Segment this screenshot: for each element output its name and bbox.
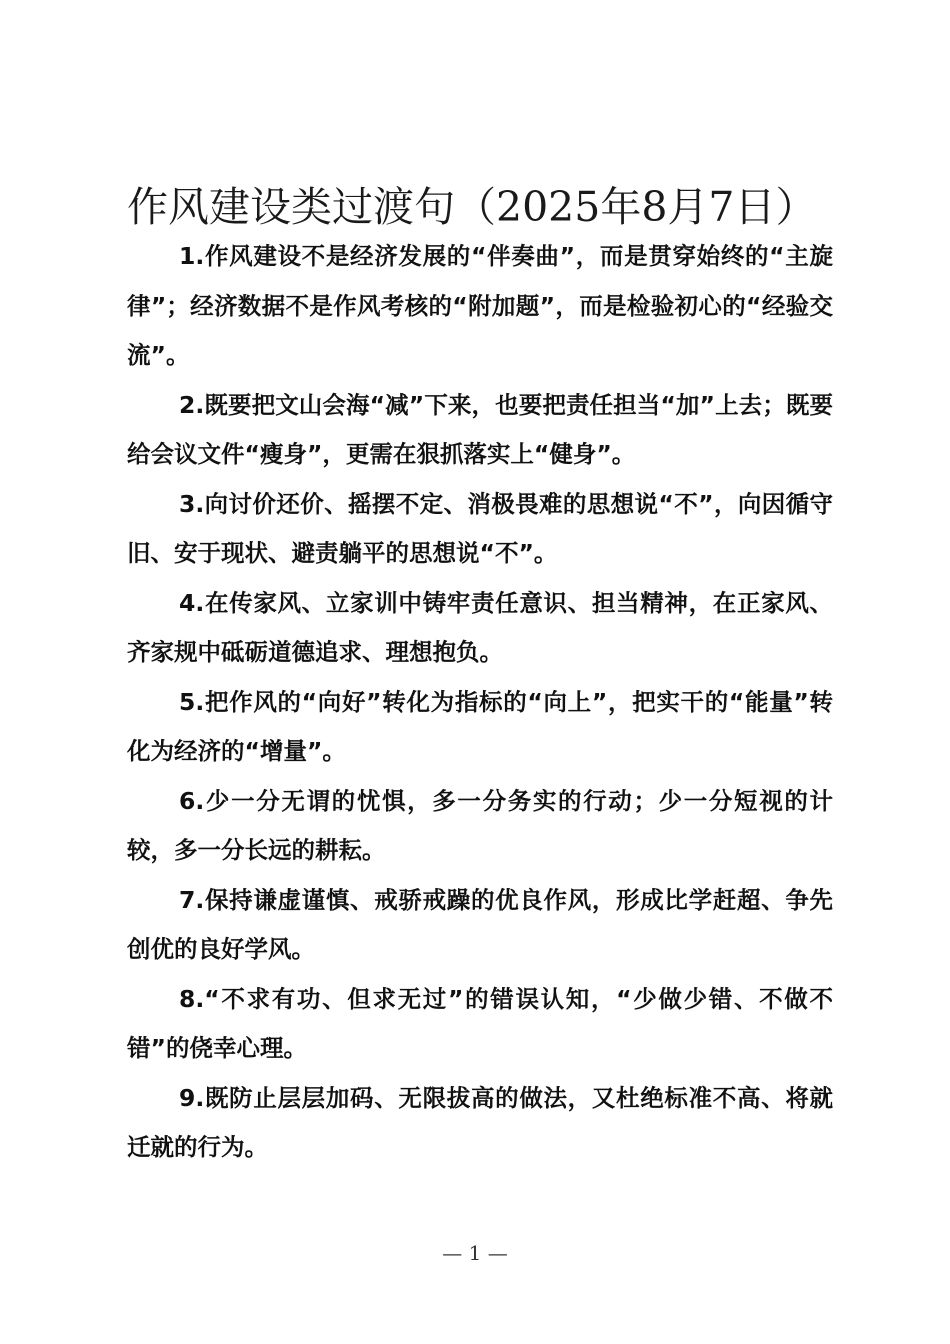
list-item: 2.既要把文山会海“减”下来，也要把责任担当“加”上去；既要给会议文件“瘦身”，更需在狠抓落实上“健身”。 [127,390,833,468]
list-item: 3.向讨价还价、摇摆不定、消极畏难的思想说“不”，向因循守旧、安于现状、避责躺平的思想说“不”。 [127,489,833,567]
page-number: — 1 — [442,1241,508,1265]
list-item: 1.作风建设不是经济发展的“伴奏曲”，而是贯穿始终的“主旋律”；经济数据不是作风考核的“附加题”，而是检验初心的“经验交流”。 [127,242,833,369]
list-item: 9.既防止层层加码、无限拔高的做法，又杜绝标准不高、将就迁就的行为。 [127,1083,833,1161]
document-title: 作风建设类过渡句（2025年8月7日） [127,183,817,231]
item-list [127,232,833,1173]
list-item: 5.把作风的“向好”转化为指标的“向上”，把实干的“能量”转化为经济的“增量”。 [127,687,833,765]
list-item: 8.“不求有功、但求无过”的错误认知，“少做少错、不做不错”的侥幸心理。 [127,984,833,1062]
list-item: 6.少一分无谓的忧惧，多一分务实的行动；少一分短视的计较，多一分长远的耕耘。 [127,786,833,864]
list-item: 7.保持谦虚谨慎、戒骄戒躁的优良作风，形成比学赶超、争先创优的良好学风。 [127,885,833,963]
list-item: 4.在传家风、立家训中铸牢责任意识、担当精神，在正家风、齐家规中砥砺道德追求、理想抱负。 [127,588,833,666]
